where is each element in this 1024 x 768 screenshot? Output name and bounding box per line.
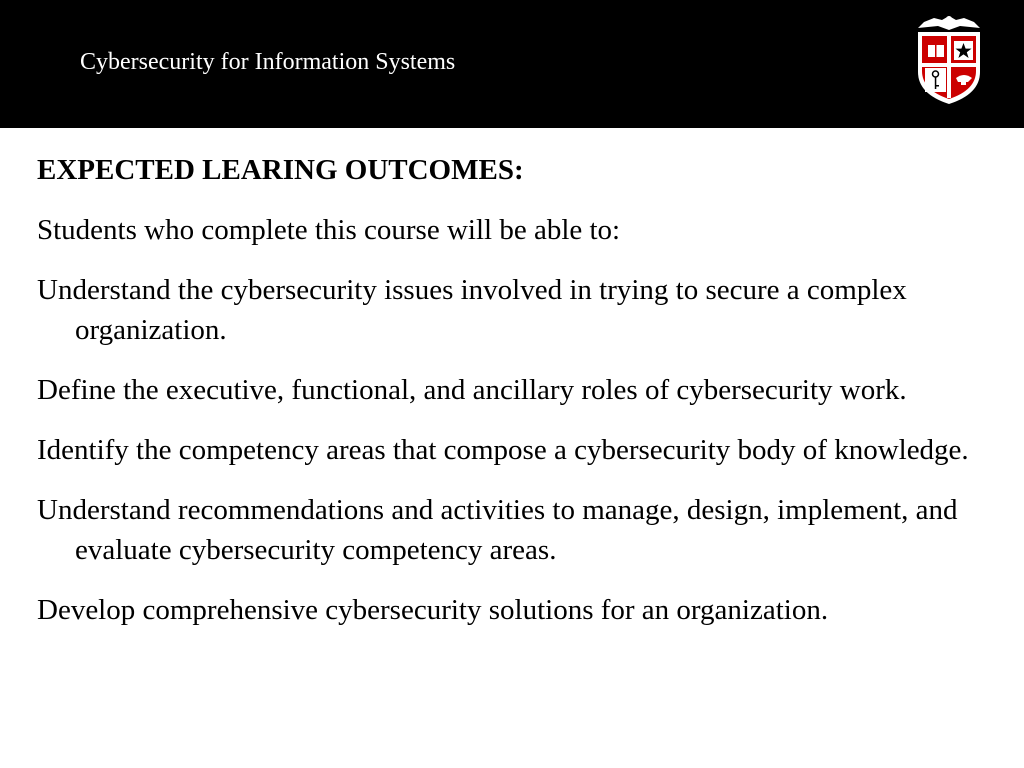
outcome-item: Define the executive, functional, and ancillary roles of cybersecurity work. xyxy=(37,374,907,406)
outcome-item: Develop comprehensive cybersecurity solutions for an organization. xyxy=(37,594,829,626)
intro-text: Students who complete this course will be able to: xyxy=(37,214,621,246)
slide-title: Cybersecurity for Information Systems xyxy=(80,49,456,75)
outcome-item: Understand recommendations and activities to manage, design, implement, and evaluate cybersecurity competency areas. xyxy=(37,494,958,566)
slide-header xyxy=(0,0,1024,128)
university-shield-crest-icon xyxy=(912,14,986,106)
outcome-item: Identify the competency areas that compose a cybersecurity body of knowledge. xyxy=(37,434,969,466)
outcomes-heading: EXPECTED LEARING OUTCOMES: xyxy=(37,154,524,186)
slide-body xyxy=(37,150,997,630)
outcome-item: Understand the cybersecurity issues involved in trying to secure a complex organization. xyxy=(37,274,907,346)
